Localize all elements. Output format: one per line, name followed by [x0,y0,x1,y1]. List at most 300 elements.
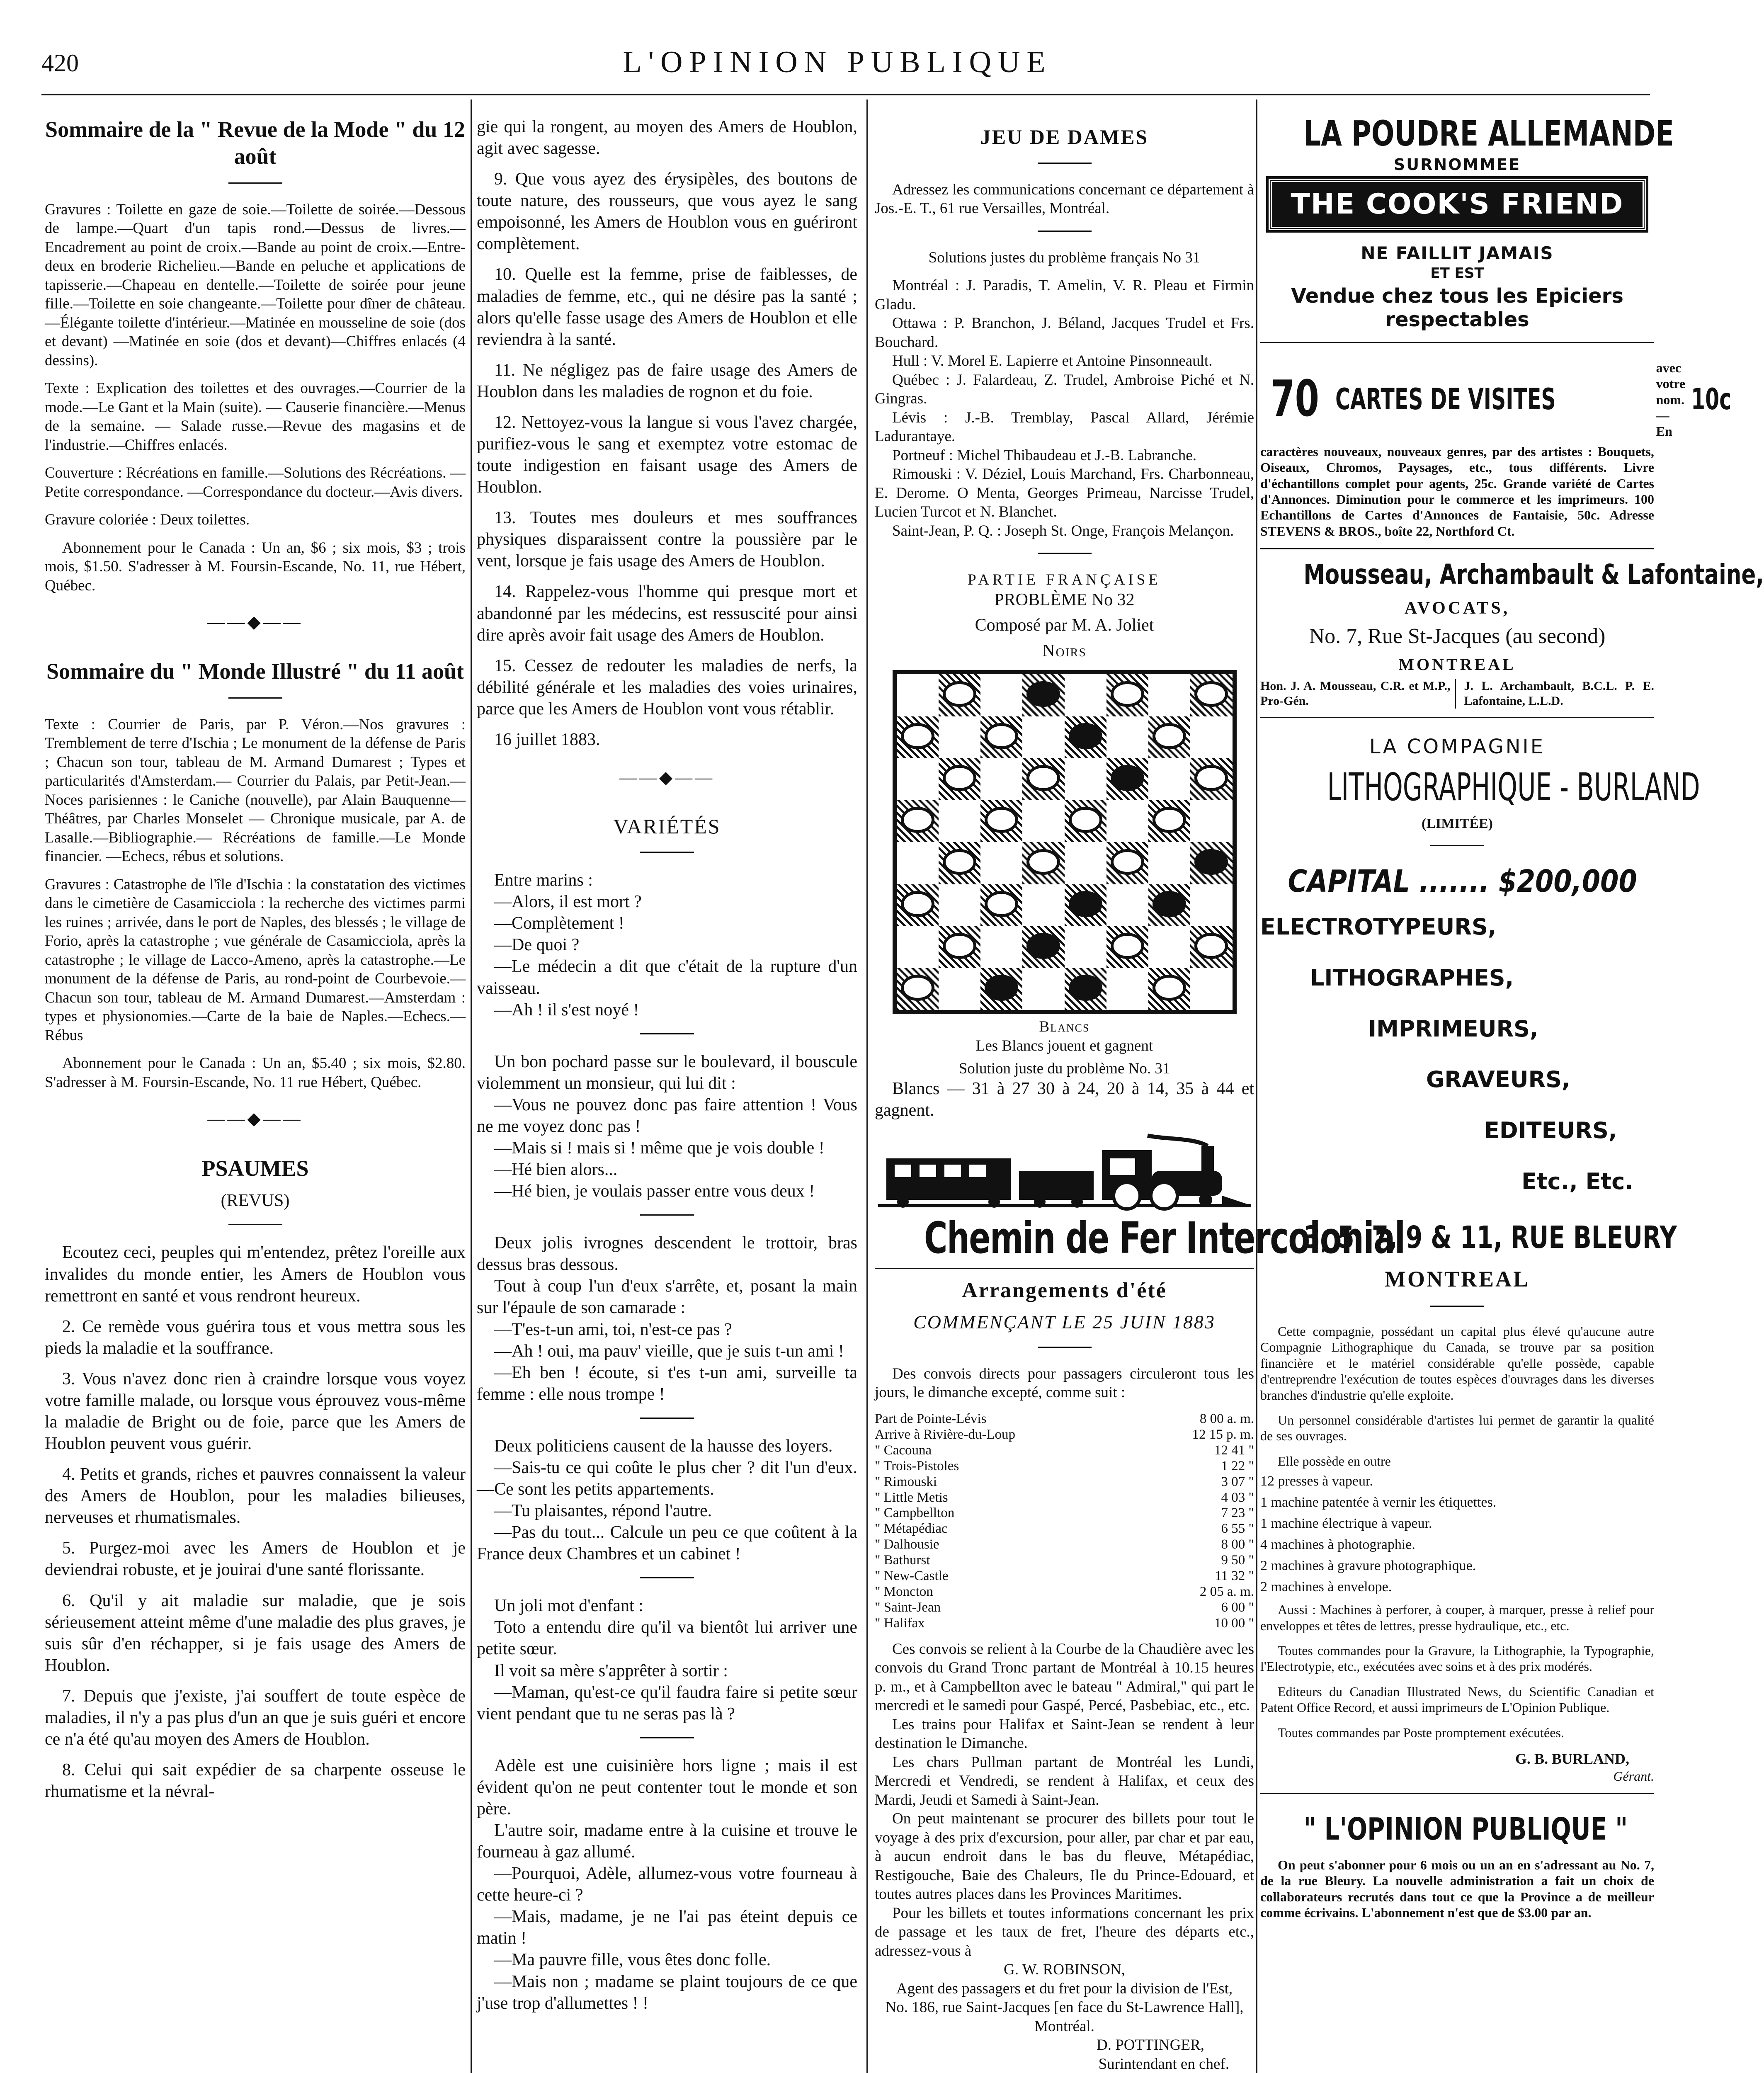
trade-item: IMPRIMEURS, [1368,1015,1538,1042]
page-header [0,0,1675,95]
black-piece [1026,681,1060,707]
board-square [1190,926,1232,968]
board-square [1065,716,1106,758]
board-square [1148,884,1190,926]
board-square [1022,716,1064,758]
lawyer-entry: J. L. Archambault, B.C.L. P. E. Lafontaine, L.L.D. [1464,679,1654,708]
solution-text: Blancs — 31 à 27 30 à 24, 20 à 14, 35 à 44 et gagnent. [875,1079,1254,1120]
white-piece [943,849,976,875]
board-square [939,674,980,716]
cartes-nom: avec votre nom. — En [1656,360,1686,439]
joke-line: Tout à coup l'un d'eux s'arrête, et, posant la main sur l'épaule de son camarade : [477,1277,857,1318]
board-square [1022,674,1064,716]
timetable-time: 6 55 " [1221,1521,1254,1537]
white-piece [943,765,976,791]
timetable-row [875,1553,1254,1568]
joke-line: —Hé bien alors... [494,1160,618,1180]
equipment-item: 4 machines à photographie. [1260,1537,1415,1553]
board-square [939,968,980,1010]
board-square [897,758,939,800]
psaumes-subheading: (REVUS) [221,1191,290,1211]
board-square [1065,926,1106,968]
timetable-place: " Métapédiac [875,1521,948,1537]
black-piece [1194,849,1228,875]
psaume-paragraph: 5. Purgez-moi avec les Amers de Houblon et je deviendrai robuste, et je jouirai d'une santé florissante. [45,1539,466,1580]
board-square [1065,800,1106,842]
burland-title: Gérant. [1613,1768,1654,1784]
board-square [897,674,939,716]
rail-paragraph: Ces convois se relient à la Courbe de la Chaudière avec les convois du Grand Tronc partant de Montréal à 10.15 heures p. m., et à Campbellton avec le bateau " Admiral," qui part le mercredi et le samedi pour Gaspé, Percé, Pasbebiac, etc., etc. [875,1640,1254,1714]
lawyers-list [1260,679,1654,709]
timetable-row [875,1616,1254,1631]
joke-line: —Ma pauvre fille, vous êtes donc folle. [494,1950,771,1970]
psaume-paragraph: 4. Petits et grands, riches et pauvres connaissent la valeur des Amers de Houblon, pour les maladies bilieuses, nerveuses et rhumatismales. [45,1465,466,1527]
opinion-publique-ad-text: On peut s'abonner pour 6 mois ou un an en s'adressant au No. 7, de la rue Bleury. La nouvelle administration a fait un choix de collaborateurs recrutés dans tout ce que la Province a de meilleur comme écrivains. L'abonnement n'est que de $3.00 par an. [1260,1857,1654,1920]
burland-paragraph: Un personnel considérable d'artistes lui permet de garantir la qualité de ses ouvrages. [1260,1412,1654,1444]
dames-solvers: Québec : J. Falardeau, Z. Trudel, Ambroise Piché et N. Gingras. [875,371,1254,407]
black-piece [1153,891,1186,917]
divider [1038,553,1092,554]
divider [1038,163,1092,164]
equipment-item: 2 machines à gravure photographique. [1260,1558,1476,1574]
column-4-advertisements [1260,113,1764,1930]
partie-francaise: PARTIE FRANÇAISE [968,571,1161,588]
board-square [1022,758,1064,800]
revue-gravures: Gravures : Toilette en gaze de soie.—Toilette de soirée.—Dessous de lampe.—Quart d'un tapis rond.—Dessus de livres.—Encadrement au point de croix.—Bande au point de croix.—Entre-deux en broderie Richelieu.—Bande en peluche et applications de tapisserie.—Chapeau en dentelle.—Toilette de soirée pour jeune fille.—Toilette en soie changeante.—Toilette pour dîner de château.—Élégante toilette d'intérieur.—Matinée en mousseline de soie (dos et devant) —Matinée en soie (dos et devant)—Chiffres enlacés (4 dessins). [45,201,466,369]
timetable-time: 12 15 p. m. [1192,1427,1254,1442]
board-square [1106,884,1148,926]
board-square [1148,842,1190,884]
board-square [980,884,1022,926]
timetable-time: 12 41 " [1214,1442,1254,1458]
psaume-paragraph: 10. Quelle est la femme, prise de faiblesses, de maladies de femme, etc., qui ne désire pas la santé ; alors qu'elle fasse usage des Amers de Houblon et elle reviendra à la santé. [477,265,857,349]
timetable-place: Part de Pointe-Lévis [875,1411,987,1426]
montreal-label: MONTREAL [1398,655,1516,674]
timetable-place: Arrive à Rivière-du-Loup [875,1427,1016,1442]
divider [875,1268,1254,1269]
lawyer-entry: Hon. J. A. Mousseau, C.R. et M.P., Pro-Gén. [1260,679,1456,709]
timetable-place: " New-Castle [875,1568,949,1584]
cooks-friend-banner: THE COOK'S FRIEND [1269,179,1646,230]
divider [1038,231,1092,232]
montreal-label: MONTREAL [1384,1267,1530,1292]
board-square [980,674,1022,716]
burland-paragraph: Editeurs du Canadian Illustrated News, du Scientific Canadian et Patent Office Record, et aussi imprimeurs de L'Opinion Publique. [1260,1684,1654,1715]
agent-title: Agent des passagers et du fret pour la division de l'Est, [896,1980,1233,1997]
divider [228,697,282,699]
column-divider [866,100,868,2073]
psaume-paragraph: 15. Cessez de redouter les maladies de nerfs, la débilité générale et les maladies des voies urinaires, parce que les Amers de Houblon vont vous rétablir. [477,656,857,719]
timetable-time: 9 50 " [1221,1553,1254,1568]
faillit-line: NE FAILLIT JAMAIS [1361,243,1554,264]
trade-item: EDITEURS, [1484,1117,1617,1144]
timetable-time: 4 03 " [1221,1490,1254,1505]
equipment-item: 2 machines à envelope. [1260,1579,1392,1595]
board-square [980,968,1022,1010]
board-square [939,926,980,968]
opinion-publique-ad-heading: " L'OPINION PUBLIQUE " [1303,1811,1628,1847]
locomotive-illustration [878,1134,1251,1212]
compagnie-label: LA COMPAGNIE [1369,735,1546,759]
joke-line: —Hé bien, je voulais passer entre vous deux ! [494,1182,815,1201]
joke-line: Adèle est une cuisinière hors ligne ; mais il est évident qu'on ne peut contenter tout le monde et son père. [477,1756,857,1818]
joke-line: —Mais non ; madame se plaint toujours de ce que j'use trop d'allumettes ! ! [477,1972,857,2013]
column-divider [1256,100,1257,2073]
ornament-divider: ——◆—— [619,768,715,788]
timetable-row [875,1537,1254,1553]
dames-solvers: Saint-Jean, P. Q. : Joseph St. Onge, François Melançon. [892,522,1234,539]
timetable-row [875,1427,1254,1443]
board-square [1106,758,1148,800]
board-square [1148,716,1190,758]
board-square [1065,758,1106,800]
checkers-board [893,670,1237,1014]
psaume-date: 16 juillet 1883. [494,730,600,749]
board-square [1148,926,1190,968]
white-piece [985,891,1018,917]
dames-solvers: Rimouski : V. Déziel, Louis Marchand, Frs. Charbonneau, E. Derome. O Menta, Georges Primeau, Narcisse Trudel, Lucien Turcot et N. Blanchet. [875,466,1254,520]
rail-paragraph: Pour les billets et toutes informations concernant les prix de passage et les taux de fret, l'heure des départs etc., adressez-vous à [875,1904,1254,1959]
board-square [1148,968,1190,1010]
rail-paragraph: Les trains pour Halifax et Saint-Jean se rendent à leur destination le Dimanche. [875,1716,1254,1752]
divider [1038,1347,1092,1348]
joke-line: Deux jolis ivrognes descendent le trottoir, bras dessus bras dessous. [477,1233,857,1274]
board-square [897,968,939,1010]
rail-paragraph: Les chars Pullman partant de Montréal les Lundi, Mercredi et Vendredi, se rendent à Halifax, et ceux des Mardi, Jeudi et Samedi à Saint-Jean. [875,1753,1254,1808]
trade-item: GRAVEURS, [1426,1066,1570,1093]
board-square [1022,842,1064,884]
white-piece [901,723,934,749]
timetable-place: " Moncton [875,1584,933,1600]
board-square [897,800,939,842]
board-square [1106,926,1148,968]
convois-intro: Des convois directs pour passagers circuleront tous les jours, le dimanche excepté, comme suit : [875,1365,1254,1401]
joke-line: —T'es-t-un ami, toi, n'est-ce pas ? [494,1320,732,1339]
board-square [1190,800,1232,842]
board-square [939,842,980,884]
timetable-row [875,1600,1254,1616]
white-piece [901,975,934,1001]
burland-paragraph: Elle possède en outre [1278,1453,1391,1469]
joke-line: —Tu plaisantes, répond l'autre. [494,1501,712,1521]
black-piece [1069,891,1102,917]
jeu-de-dames-heading: JEU DE DAMES [980,125,1149,148]
joke-line: —Eh ben ! écoute, si t'es t-un ami, surveille ta femme : elle nous trompe ! [477,1363,857,1404]
black-piece [985,975,1018,1001]
psaume-paragraph: 11. Ne négligez pas de faire usage des Amers de Houblon dans les maladies de rognon et du foie. [477,360,857,401]
psaume-paragraph: 2. Ce remède vous guérira tous et vous mettra sous les pieds la maladie et la souffrance. [45,1317,466,1358]
board-square [1022,800,1064,842]
board-square [1148,758,1190,800]
joke-line: Il voit sa mère s'apprêter à sortir : [494,1661,728,1680]
board-square [939,800,980,842]
timetable [875,1411,1254,1631]
joke-line: —Mais si ! mais si ! même que je vois double ! [494,1138,825,1158]
board-square [1065,968,1106,1010]
board-square [1106,674,1148,716]
timetable-row [875,1459,1254,1474]
white-piece [985,807,1018,833]
board-square [939,758,980,800]
superintendent-title: Surintendant en chef. [1098,2055,1229,2073]
burland-signature: G. B. BURLAND, [1515,1750,1629,1767]
board-square [1065,674,1106,716]
vendue-line: Vendue chez tous les Epiciers respectables [1291,284,1623,332]
law-firm-name: Mousseau, Archambault & Lafontaine, [1303,558,1764,591]
divider [228,182,282,184]
revue-texte: Texte : Explication des toilettes et des ouvrages.—Courrier de la mode.—Le Gant et la Main (suite). — Causerie financière.—Menus de la semaine. — Salade russe.—Revue des magasins et de l'industrie.—Chiffres enlacés. [45,380,466,454]
equipment-item: 1 machine électrique à vapeur. [1260,1516,1432,1532]
timetable-time: 3 07 " [1221,1474,1254,1489]
board-square [980,926,1022,968]
board-square [1106,716,1148,758]
joke-line: Deux politiciens causent de la hausse des loyers. [494,1436,833,1456]
timetable-time: 1 22 " [1221,1458,1254,1473]
joke-line: —Complètement ! [494,914,624,933]
board-square [939,884,980,926]
white-piece [901,807,934,833]
dames-solvers: Hull : V. Morel E. Lapierre et Antoine Pinsonneault. [892,352,1213,369]
board-square [1148,674,1190,716]
joke-line: —Mais, madame, je ne l'ai pas éteint depuis ce matin ! [477,1907,857,1948]
divider [640,852,694,853]
board-square [1190,884,1232,926]
white-piece [1111,849,1144,875]
railway-heading: Chemin de Fer Intercolonial [924,1213,1405,1264]
timetable-place: " Rimouski [875,1474,937,1489]
arrangements-heading: Arrangements d'été [962,1279,1167,1303]
board-square [980,716,1022,758]
cartes-heading: CARTES DE VISITES [1335,382,1556,417]
white-piece [943,681,976,707]
blancs-label: Blancs [1039,1018,1090,1036]
psaumes-heading: PSAUMES [201,1155,309,1181]
psaume-paragraph: 7. Depuis que j'existe, j'ai souffert de toute espèce de maladies, il n'y a pas plus d'un an que je suis guéri et encore ce n'a été qu'au moyen des Amers de Houblon. [45,1686,466,1749]
trade-item: ELECTROTYPEURS, [1260,913,1497,940]
divider [640,1737,694,1738]
board-square [1190,968,1232,1010]
divider [640,1214,694,1216]
noirs-label: Noirs [1042,641,1087,660]
equipment-list [1260,1471,1654,1597]
column-divider [471,100,472,2073]
divider [1260,342,1654,343]
psaume-paragraph: 9. Que vous ayez des érysipèles, des boutons de toute nature, des rousseurs, que vous ayez le sang empoisonné, les Amers de Houblon vous en guériront complètement. [477,170,857,254]
agent-name: G. W. ROBINSON, [1004,1961,1125,1978]
page-number: 420 [41,49,79,77]
psaume-paragraph: Ecoutez ceci, peuples qui m'entendez, prêtez l'oreille aux invalides du monde entier, les Amers de Houblon vous remettront en santé et vous rendront heureux. [45,1243,466,1306]
cartes-ad [1260,360,1732,439]
black-piece [1069,975,1102,1001]
board-square [980,800,1022,842]
board-square [1106,800,1148,842]
timetable-row [875,1568,1254,1584]
white-piece [1153,723,1186,749]
divider [1260,1793,1654,1794]
white-piece [985,723,1018,749]
board-square [939,716,980,758]
psaume-paragraph: 13. Toutes mes douleurs et mes souffrances physiques disparaissent contre la poussière par le vent, lorsque je fais usage des Amers de Houblon. [477,508,857,571]
board-square [897,884,939,926]
timetable-time: 2 05 a. m. [1199,1584,1254,1600]
board-square [1190,758,1232,800]
joke-line: —Pas du tout... Calcule un peu ce que coûtent à la France deux Chambres et un cabinet ! [477,1523,857,1564]
dames-solvers: Montréal : J. Paradis, T. Amelin, V. R. Pleau et Firmin Gladu. [875,277,1254,313]
monde-abonnement: Abonnement pour le Canada : Un an, $5.40 ; six mois, $2.80. S'adresser à M. Foursin-Escande, No. 11 rue Hébert, Québec. [45,1055,466,1091]
law-firm-address: No. 7, Rue St-Jacques (au second) [1309,624,1606,648]
timetable-time: 7 23 " [1221,1505,1254,1521]
psaume-paragraph: 12. Nettoyez-vous la langue si vous l'avez chargée, purifiez-vous le sang et exemptez votre estomac de toute indigestion en faisant usage des Amers de Houblon. [477,413,857,497]
revue-couverture: Couverture : Récréations en famille.—Solutions des Récréations. —Petite correspondance. —Correspondance du docteur.—Avis divers. [45,464,466,500]
board-square [980,758,1022,800]
revue-gravure-coloriee: Gravure coloriée : Deux toilettes. [45,511,250,529]
rail-paragraph: On peut maintenant se procurer des billets pour tout le voyage à des prix d'excursion, pour aller, par char et par eau, à aucun endroit dans le bas du fleuve, Métapédiac, Restigouche, Baie des Chaleurs, Ile du Prince-Edouard, et toutes autres places dans les Provinces Maritimes. [875,1810,1254,1903]
dames-solvers: Lévis : J.-B. Tremblay, Pascal Allard, Jérémie Ladurantaye. [875,409,1254,445]
timetable-place: " Trois-Pistoles [875,1458,959,1473]
probleme-number: PROBLÈME No 32 [994,590,1135,609]
joke-line: Entre marins : [494,871,593,890]
timetable-time: 6 00 " [1221,1600,1254,1615]
divider [228,1224,282,1225]
dames-solvers: Ottawa : P. Branchon, J. Béland, Jacques Trudel et Frs. Bouchard. [875,315,1254,351]
white-piece [901,891,934,917]
timetable-row [875,1443,1254,1459]
blancs-jouent: Les Blancs jouent et gagnent [975,1037,1153,1054]
cartes-text: caractères nouveaux, nouveaux genres, par des artistes : Bouquets, Oiseaux, Chromos, Paysages, etc., tous différents. Livre d'échantillons complet pour agents, 25c. Grande variété de Cartes d'Annonces. Diminution pour le commerce et les imprimeurs. 100 Echantillons de Cartes d'Annonces de Fantaisie, 50c. Adresse STEVENS & BROS., boîte 22, Northford Ct. [1260,444,1654,539]
column-2 [477,116,857,2014]
white-piece [1111,681,1144,707]
divider [640,1033,694,1034]
white-piece [1026,765,1060,791]
probleme-author: Composé par M. A. Joliet [975,616,1154,635]
white-piece [1194,765,1228,791]
poudre-heading: LA POUDRE ALLEMANDE [1303,113,1674,154]
monde-gravures: Gravures : Catastrophe de l'île d'Ischia : la constatation des victimes dans le cimetière de Casamicciola : la recherche des victimes parmi les ruines ; arrivée, dans le port de Naples, des blessés ; le village de Forio, après la catastrophe ; vue générale de Casamicciola, après la catastrophe ; le village de Lacco-Ameno, après la catastrophe.—Le monument de la défense de Paris, au rond-point de Courbevoie.—Chacun son tour, tableau de M. Armand Dumarest.—Amsterdam : types et physionomies.—Carte de la baie de Naples.—Echecs.—Rébus [45,876,466,1044]
timetable-row [875,1505,1254,1521]
equipment-item: 12 presses à vapeur. [1260,1473,1373,1489]
agent-address: No. 186, rue Saint-Jacques [en face du St-Lawrence Hall], Montréal. [885,1999,1244,2035]
surnommee-label: SURNOMMEE [1393,155,1521,174]
board-square [1190,842,1232,884]
capital-amount: CAPITAL ....... $200,000 [1288,863,1637,899]
joke-line: —Pourquoi, Adèle, allumez-vous votre fourneau à cette heure-ci ? [477,1864,857,1905]
joke-line: —Ah ! il s'est noyé ! [494,1000,639,1020]
cartes-number: 70 [1271,370,1319,428]
newspaper-title: L'OPINION PUBLIQUE [623,45,1052,79]
board-square [1065,884,1106,926]
board-square [1106,842,1148,884]
trade-item: LITHOGRAPHES, [1310,964,1514,991]
board-square [1065,842,1106,884]
timetable-row [875,1521,1254,1537]
cartes-price: 10c [1691,382,1732,417]
psaume-paragraph: 8. Celui qui sait expédier de sa charpente osseuse le rhumatisme et la névral- [45,1760,466,1801]
board-square [1022,884,1064,926]
trade-item: Etc., Etc. [1521,1168,1633,1195]
column-1 [45,116,466,1811]
timetable-time: 8 00 " [1221,1537,1254,1552]
burland-paragraph: Aussi : Machines à perforer, à couper, à marquer, presse à relief pour enveloppes et têtes de lettres, presse hydraulique, etc., etc. [1260,1602,1654,1633]
joke-line: Un joli mot d'enfant : [494,1596,643,1616]
joke-line: —Sais-tu ce qui coûte le plus cher ? dit l'un d'eux.—Ce sont les petits appartements. [477,1458,857,1499]
burland-paragraph: Toutes commandes pour la Gravure, la Lithographie, la Typographie, l'Electrotypie, etc., exécutées avec soins et à des prix modérés. [1260,1643,1654,1674]
timetable-time: 11 32 " [1215,1568,1254,1584]
board-square [897,716,939,758]
joke-line: Un bon pochard passe sur le boulevard, il bouscule violemment un monsieur, qui lui dit : [477,1052,857,1093]
timetable-row [875,1411,1254,1427]
board-square [980,842,1022,884]
divider [1260,548,1654,549]
psaume-paragraph: 14. Rappelez-vous l'homme qui presque mort et abandonné par les médecins, est ressuscité pour ainsi dire après avoir fait usage des Amers de Houblon. [477,582,857,645]
black-piece [1026,933,1060,959]
timetable-place: " Dalhousie [875,1537,939,1552]
white-piece [1153,975,1186,1001]
superintendent-name: D. POTTINGER, [1096,2037,1204,2054]
white-piece [1194,681,1228,707]
white-piece [1026,849,1060,875]
psaume-paragraph: gie qui la rongent, au moyen des Amers de Houblon, agit avec sagesse. [477,117,857,158]
bleury-address: 3, 5, 7, 9 & 11, RUE BLEURY [1303,1220,1677,1256]
white-piece [1069,807,1102,833]
timetable-row [875,1490,1254,1506]
white-piece [1194,933,1228,959]
limitee-label: (LIMITÉE) [1422,816,1493,831]
board-square [1022,968,1064,1010]
divider [640,1418,694,1419]
joke-line: —Ah ! oui, ma pauv' vieille, que je suis t-un ami ! [494,1341,844,1361]
joke-line: —De quoi ? [494,935,580,955]
ornament-divider: ——◆—— [207,613,303,632]
commencant-line: COMMENÇANT LE 25 JUIN 1883 [913,1311,1216,1333]
dames-address: Adressez les communications concernant ce département à Jos.-E. T., 61 rue Versailles, Montréal. [875,181,1254,217]
timetable-row [875,1474,1254,1490]
joke-line: L'autre soir, madame entre à la cuisine et trouve le fourneau à gaz allumé. [477,1821,857,1862]
joke-line: —Maman, qu'est-ce qu'il faudra faire si petite sœur vient pendant que tu ne seras pas là ? [477,1682,857,1723]
psaume-paragraph: 3. Vous n'avez donc rien à craindre lorsque vous voyez votre famille malade, ou lorsque vous éprouvez vous-même la maladie de Bright ou de foie, parce que les Amers de Houblon peuvent vous guérir. [45,1369,466,1454]
timetable-place: " Bathurst [875,1553,930,1568]
timetable-time: 10 00 " [1214,1616,1254,1631]
timetable-place: " Little Metis [875,1490,948,1505]
joke-line: —Alors, il est mort ? [494,892,642,912]
monde-illustre-heading: Sommaire du " Monde Illustré " du 11 août [46,659,464,684]
white-piece [1153,807,1186,833]
joke-line: —Le médecin a dit que c'était de la rupture d'un vaisseau. [477,957,857,998]
timetable-place: " Halifax [875,1616,925,1631]
divider [1430,1306,1484,1307]
board-square [897,842,939,884]
dames-solutions-heading: Solutions justes du problème français No 31 [928,249,1201,266]
board-square [897,926,939,968]
white-piece [943,933,976,959]
solution-heading: Solution juste du problème No. 31 [958,1060,1170,1078]
equipment-item: 1 machine patentée à vernir les étiquettes. [1260,1495,1497,1510]
monde-texte: Texte : Courrier de Paris, par P. Véron.—Nos gravures : Tremblement de terre d'Ischia ; Le monument de la défense de Paris ; Chacun son tour, tableau de M. Armand Dumarest ; Types et particularités d'Amsterdam.— Courrier du Palais, par Petit-Jean.—Noces parisiennes : le Caniche (nouvelle), par Alain Bauquenne—Théâtres, par Charles Monselet — Chronique musicale, par A. de Lasalle.—Bibliographie.— Récréations de famille.—Le Monde financier. —Echecs, rébus et solutions. [45,716,466,865]
board-square [1106,968,1148,1010]
divider [1430,845,1484,846]
psaume-paragraph: 6. Qu'il y ait maladie sur maladie, que je sois sérieusement atteint même d'une maladie des plus graves, je suis sûr d'en réchapper, si je fais usage des Amers de Houblon. [45,1591,466,1675]
board-square [1148,800,1190,842]
black-piece [1111,765,1144,791]
lithographique-heading: LITHOGRAPHIQUE - BURLAND [1327,765,1700,809]
varietes-heading: VARIÉTÉS [613,815,721,838]
timetable-place: " Campbellton [875,1505,955,1521]
et-est-line: ET EST [1430,265,1484,282]
joke-line: —Vous ne pouvez donc pas faire attention ! Vous ne me voyez donc pas ! [477,1095,857,1136]
dames-solvers: Portneuf : Michel Thibaudeau et J.-B. Labranche. [892,447,1196,464]
divider [640,1577,694,1578]
avocats-label: AVOCATS, [1404,598,1510,618]
burland-paragraph: Toutes commandes par Poste promptement exécutées. [1278,1725,1564,1740]
